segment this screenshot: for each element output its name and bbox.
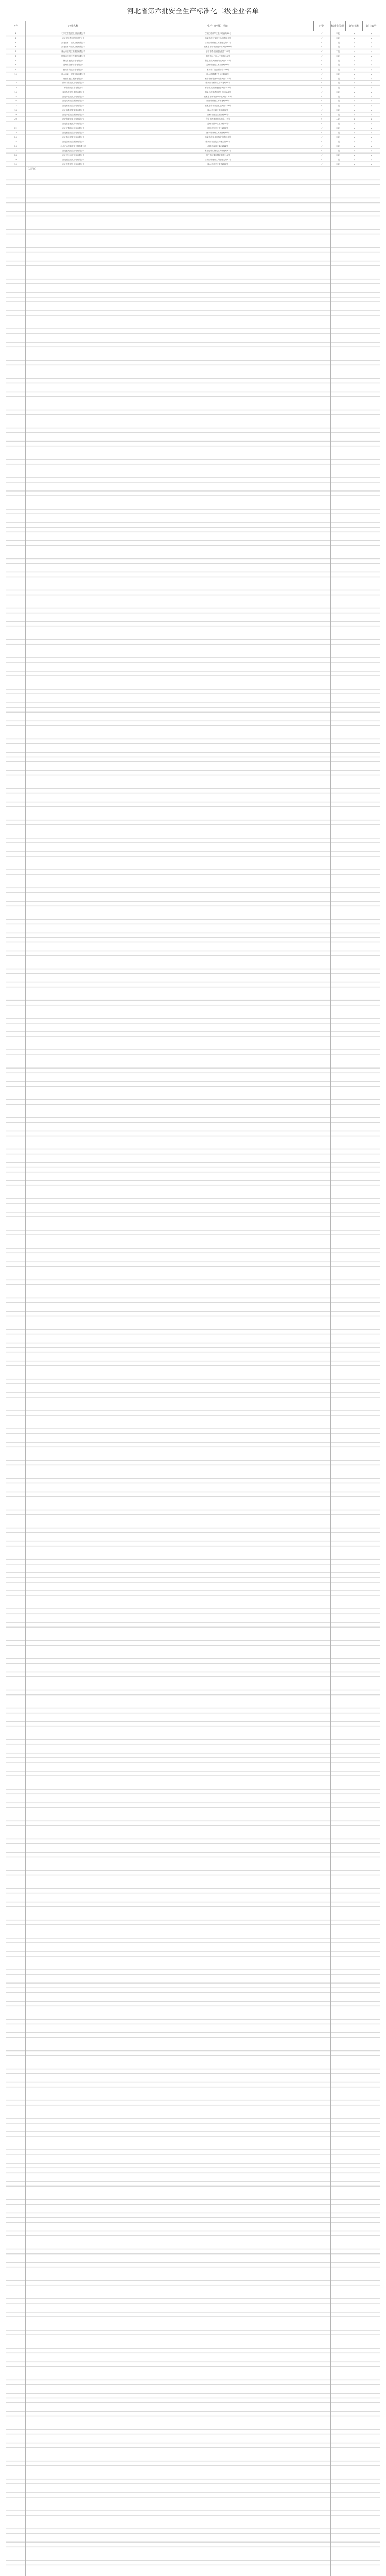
cell-no: 8 — [15, 64, 16, 66]
cell-company: 河北华联建设工程有限公司 — [62, 163, 85, 165]
cell-level: 二级 — [336, 91, 340, 93]
table-row — [6, 140, 380, 144]
cell-level: 二级 — [336, 59, 340, 62]
cell-cert: √ — [371, 59, 372, 62]
cell-level: 二级 — [336, 163, 340, 165]
cell-agency: √ — [354, 77, 355, 80]
cell-cert: √ — [371, 145, 372, 147]
cell-cert: √ — [371, 32, 372, 35]
cell-level: 二级 — [336, 55, 340, 57]
table-row — [6, 95, 380, 99]
cell-company: 石家庄市政建设工程有限公司 — [61, 32, 85, 35]
cell-address: 秦皇岛市海港区建设大街188号 — [205, 91, 231, 93]
cell-cert: √ — [371, 46, 372, 48]
cell-cert: √ — [371, 131, 372, 134]
cell-cert: √ — [371, 105, 372, 107]
cell-no: 25 — [14, 141, 17, 143]
cell-address: 廊坊市广阳区新华路203号 — [206, 69, 229, 71]
table-row — [6, 117, 380, 122]
cell-agency: √ — [354, 131, 355, 134]
cell-address: 廊坊市安次区永兴路81号 — [207, 127, 229, 129]
cell-level: 二级 — [336, 87, 340, 89]
cell-no: 17 — [14, 105, 17, 107]
cell-cert: √ — [371, 113, 372, 116]
cell-address: 沧州市运河区解放西路96号 — [206, 64, 230, 66]
header-address: 生产（经营）地址 — [121, 21, 314, 31]
cell-level: 二级 — [336, 46, 340, 48]
cell-cert: √ — [371, 118, 372, 121]
cell-industry: √ — [321, 118, 323, 121]
table-row — [6, 122, 380, 126]
cell-industry: √ — [321, 123, 323, 125]
cell-agency: √ — [354, 159, 355, 161]
table-row — [6, 113, 380, 117]
cell-level: 二级 — [336, 113, 340, 116]
table-row — [6, 31, 380, 36]
cell-cert: √ — [371, 141, 372, 143]
header-industry: 行业 — [314, 21, 329, 31]
table-row — [6, 63, 380, 67]
cell-company: 承德市政工程有限公司 — [64, 87, 83, 89]
cell-address: 邢台市信都区钢铁北路118号 — [206, 154, 230, 157]
cell-industry: √ — [321, 41, 323, 44]
cell-no: 9 — [15, 69, 16, 71]
cell-industry: √ — [321, 100, 323, 103]
cell-level: 二级 — [336, 50, 340, 53]
cell-address: 秦皇岛市山海关区关城南路33号 — [204, 149, 231, 152]
cell-address: 沧州市新华区北京路25号 — [207, 123, 229, 125]
header-agency: 评审机构 — [346, 21, 363, 31]
cell-agency: √ — [354, 32, 355, 35]
cell-level: 二级 — [336, 127, 340, 129]
cell-industry: √ — [321, 55, 323, 57]
cell-address: 衡水市桃城区人民东路58号 — [206, 73, 230, 75]
table-row — [6, 149, 380, 154]
cell-cert: √ — [371, 95, 372, 98]
cell-agency: √ — [354, 91, 355, 93]
cell-address: 唐山市开平区新苑路71号 — [207, 163, 229, 165]
cell-industry: √ — [321, 59, 323, 62]
cell-company: 衡水市第一建筑工程有限公司 — [61, 73, 85, 75]
cell-cert: √ — [371, 77, 372, 80]
cell-level: 二级 — [336, 73, 340, 75]
cell-industry: √ — [321, 77, 323, 80]
table-row — [6, 49, 380, 54]
cell-company: 河北建工集团有限责任公司 — [62, 37, 85, 39]
cell-cert: √ — [371, 41, 372, 44]
table-row — [6, 126, 380, 131]
cell-company: 河北通达建筑工程有限公司 — [62, 159, 85, 161]
cell-level: 二级 — [336, 109, 340, 111]
table-row — [6, 67, 380, 72]
cell-company: 河北恒基建设工程有限公司 — [62, 131, 85, 134]
cell-cert: √ — [371, 69, 372, 71]
cell-level: 二级 — [336, 159, 340, 161]
cell-no: 19 — [14, 113, 17, 116]
cell-company: 河北冀都建设工程有限公司 — [62, 105, 85, 107]
cell-level: 二级 — [336, 131, 340, 134]
cell-level: 二级 — [336, 149, 340, 152]
cell-agency: √ — [354, 41, 355, 44]
table-row — [6, 45, 380, 49]
cell-cert: √ — [371, 37, 372, 39]
cell-company: 张家口市建筑工程有限公司 — [62, 82, 85, 84]
cell-cert: √ — [371, 163, 372, 165]
cell-level: 二级 — [336, 95, 340, 98]
cell-no: 4 — [15, 46, 16, 48]
cell-no: 6 — [15, 55, 16, 57]
cell-address: 承德市双滦区滦河路12号 — [207, 145, 229, 147]
cell-cert: √ — [371, 123, 372, 125]
cell-address: 石家庄市桥西区红旗大街136号 — [205, 105, 231, 107]
cell-company: 唐山市建筑工程集团有限公司 — [61, 50, 85, 53]
cell-cert: √ — [371, 64, 372, 66]
header-level: 标准化等级 — [329, 21, 346, 31]
cell-agency: √ — [354, 136, 355, 139]
cell-company: 沧州市路桥工程有限公司 — [63, 64, 84, 66]
table-row — [6, 99, 380, 104]
cell-industry: √ — [321, 32, 323, 35]
cell-cert: √ — [371, 91, 372, 93]
cell-company: 河北宏远机电安装有限公司 — [62, 123, 85, 125]
cell-cert: √ — [371, 154, 372, 157]
cell-cert: √ — [371, 87, 372, 89]
cell-level: 二级 — [336, 32, 340, 35]
header-cert: 证书编号 — [366, 24, 377, 28]
cell-level: 二级 — [336, 123, 340, 125]
cell-agency: √ — [354, 37, 355, 39]
cell-level: 二级 — [336, 141, 340, 143]
table-header — [6, 21, 380, 31]
cell-level: 二级 — [336, 82, 340, 84]
table-row — [6, 72, 380, 77]
cell-industry: √ — [321, 64, 323, 66]
cell-no: 26 — [14, 145, 17, 147]
cell-level: 二级 — [336, 64, 340, 66]
cell-industry: √ — [321, 136, 323, 139]
cell-address: 张家口市宣化区钟楼大街67号 — [205, 141, 231, 143]
cell-industry: √ — [321, 95, 323, 98]
cell-agency: √ — [354, 82, 355, 84]
cell-address: 石家庄市裕华区建华南大街168号 — [204, 46, 232, 48]
cell-industry: √ — [321, 91, 323, 93]
cell-level: 二级 — [336, 77, 340, 80]
cell-cert: √ — [371, 100, 372, 103]
cell-agency: √ — [354, 127, 355, 129]
cell-no: 30 — [14, 163, 17, 165]
cell-no: 2 — [15, 37, 16, 39]
cell-no: 14 — [14, 91, 17, 93]
table-row — [6, 131, 380, 135]
cell-address: 石家庄市裕华区槐安东路155号 — [205, 136, 231, 139]
cell-industry: √ — [321, 87, 323, 89]
table-row — [6, 108, 380, 113]
cell-company: 河北华建建筑工程有限公司 — [62, 95, 85, 98]
cell-industry: √ — [321, 145, 323, 147]
cell-address: 邯郸市邯山区陵园路48号 — [207, 113, 229, 116]
cell-company: 邯郸市建设工程集团有限公司 — [61, 55, 85, 57]
cell-company: 河北润城建筑工程有限公司 — [62, 118, 85, 121]
cell-address: 保定市竞秀区朝阳北大街520号 — [205, 59, 231, 62]
cell-no: 1 — [15, 32, 16, 35]
header-no: 序号 — [6, 21, 25, 31]
cell-no: 3 — [15, 41, 16, 44]
cell-agency: √ — [354, 154, 355, 157]
cell-level: 二级 — [336, 100, 340, 103]
table-row — [6, 59, 380, 63]
cell-address: 保定市莲池区东风中路172号 — [206, 118, 230, 121]
cell-cert: √ — [371, 55, 372, 57]
cell-no: 5 — [15, 50, 16, 53]
cell-industry: √ — [321, 50, 323, 53]
table-row — [6, 162, 380, 167]
cell-agency: √ — [354, 55, 355, 57]
table-row — [6, 104, 380, 108]
cell-industry: √ — [321, 149, 323, 152]
cell-address: 承德市双桥区南营子大街145号 — [205, 87, 231, 89]
cell-address: 石家庄市桥西区友谊南大街12号 — [204, 41, 231, 44]
table-row — [6, 86, 380, 90]
table-row — [6, 144, 380, 149]
cell-agency: √ — [354, 113, 355, 116]
cell-address: 石家庄市长安区中山东路329号 — [205, 37, 231, 39]
cell-company: 邢台市建工集团有限公司 — [63, 77, 84, 80]
cell-industry: √ — [321, 159, 323, 161]
cell-level: 二级 — [336, 105, 340, 107]
cell-no: 10 — [14, 73, 17, 75]
cell-address: 邢台市桥东区中兴东大街310号 — [205, 77, 231, 80]
cell-agency: √ — [354, 87, 355, 89]
cell-company: 河北天昕建设集团有限公司 — [62, 100, 85, 103]
cell-industry: √ — [321, 109, 323, 111]
table-body — [6, 31, 380, 171]
table-row — [6, 158, 380, 162]
cell-agency: √ — [354, 50, 355, 53]
cell-company: 河北金桥建设集团有限公司 — [62, 141, 85, 143]
cell-address: 唐山市丰润区幸福道90号 — [207, 109, 229, 111]
table-row — [6, 135, 380, 140]
cell-agency: √ — [354, 109, 355, 111]
cell-company: 河北正达建筑安装工程有限公司 — [60, 145, 86, 147]
cell-industry: √ — [321, 46, 323, 48]
cell-level: 二级 — [336, 37, 340, 39]
cell-industry: √ — [321, 37, 323, 39]
cell-industry: √ — [321, 82, 323, 84]
table-note: （以下略） — [27, 167, 37, 170]
cell-company: 保定市建筑工程有限公司 — [63, 59, 84, 62]
cell-level: 二级 — [336, 145, 340, 147]
cell-company: 河北省第二建筑工程有限公司 — [61, 41, 85, 44]
cell-cert: √ — [371, 109, 372, 111]
cell-cert: √ — [371, 82, 372, 84]
cell-agency: √ — [354, 123, 355, 125]
cell-address: 石家庄市鹿泉区向阳南大街52号 — [204, 159, 231, 161]
cell-no: 24 — [14, 136, 17, 139]
table-row — [6, 90, 380, 95]
cell-no: 22 — [14, 127, 17, 129]
cell-no: 23 — [14, 131, 17, 134]
cell-agency: √ — [354, 149, 355, 152]
cell-level: 二级 — [336, 118, 340, 121]
cell-company: 河北鸿泰建筑安装有限公司 — [62, 109, 85, 111]
cell-industry: √ — [321, 131, 323, 134]
cell-agency: √ — [354, 73, 355, 75]
cell-no: 29 — [14, 159, 17, 161]
table-row — [6, 153, 380, 158]
cell-no: 12 — [14, 82, 17, 84]
cell-address: 石家庄市新华区中华北大街210号 — [204, 95, 232, 98]
cell-industry: √ — [321, 69, 323, 71]
cell-level: 二级 — [336, 136, 340, 139]
cell-level: 二级 — [336, 41, 340, 44]
cell-industry: √ — [321, 154, 323, 157]
cell-industry: √ — [321, 113, 323, 116]
cell-cert: √ — [371, 73, 372, 75]
cell-agency: √ — [354, 59, 355, 62]
cell-cert: √ — [371, 50, 372, 53]
page-title: 河北省第六批安全生产标准化二级企业名单 — [127, 8, 259, 15]
cell-no: 20 — [14, 118, 17, 121]
cell-cert: √ — [371, 159, 372, 161]
cell-industry: √ — [321, 141, 323, 143]
header-company: 企业名称 — [25, 21, 121, 31]
cell-company: 河北中原建设集团有限公司 — [62, 113, 85, 116]
cell-address: 邯郸市丛台区人民东路256号 — [206, 55, 230, 57]
cell-company: 秦皇岛市建设集团有限公司 — [62, 91, 85, 93]
table-row — [6, 81, 380, 86]
table-row — [6, 36, 380, 41]
cell-no: 7 — [15, 59, 16, 62]
cell-industry: √ — [321, 127, 323, 129]
cell-no: 27 — [14, 149, 17, 152]
cell-agency: √ — [354, 46, 355, 48]
cell-agency: √ — [354, 118, 355, 121]
cell-no: 13 — [14, 87, 17, 89]
cell-level: 二级 — [336, 154, 340, 157]
cell-company: 廊坊市安装工程有限公司 — [63, 69, 84, 71]
cell-company: 河北长城建设工程有限公司 — [62, 149, 85, 152]
cell-company: 河北燕赵建筑工程有限公司 — [62, 136, 85, 139]
cell-industry: √ — [321, 73, 323, 75]
cell-cert: √ — [371, 149, 372, 152]
cell-address: 邢台市桥西区新华北路66号 — [206, 100, 230, 103]
cell-address: 唐山市路北区建设北路138号 — [206, 50, 230, 53]
table-row — [6, 54, 380, 59]
cell-agency: √ — [354, 64, 355, 66]
cell-cert: √ — [371, 136, 372, 139]
table-row — [6, 77, 380, 81]
cell-no: 28 — [14, 154, 17, 157]
cell-agency: √ — [354, 100, 355, 103]
company-list-table — [6, 21, 380, 2576]
cell-no: 15 — [14, 95, 17, 98]
cell-level: 二级 — [336, 69, 340, 71]
cell-agency: √ — [354, 163, 355, 165]
cell-address: 石家庄市新华区北二环西路88号 — [204, 32, 231, 35]
cell-agency: √ — [354, 95, 355, 98]
cell-address: 张家口市桥东区胜利北路77号 — [205, 82, 231, 84]
cell-no: 21 — [14, 123, 17, 125]
cell-address: 衡水市冀州区冀新西路39号 — [206, 131, 230, 134]
cell-no: 18 — [14, 109, 17, 111]
column-dividers — [6, 21, 380, 2576]
cell-agency: √ — [354, 145, 355, 147]
cell-cert: √ — [371, 127, 372, 129]
cell-no: 11 — [14, 77, 17, 80]
cell-industry: √ — [321, 163, 323, 165]
cell-no: 16 — [14, 100, 17, 103]
cell-company: 河北博远市政工程有限公司 — [62, 154, 85, 157]
cell-agency: √ — [354, 141, 355, 143]
cell-company: 河北安泰路桥工程有限公司 — [62, 127, 85, 129]
cell-company: 河北省第四建筑工程有限公司 — [61, 46, 85, 48]
table-row — [6, 41, 380, 45]
cell-agency: √ — [354, 69, 355, 71]
cell-agency: √ — [354, 105, 355, 107]
cell-industry: √ — [321, 105, 323, 107]
